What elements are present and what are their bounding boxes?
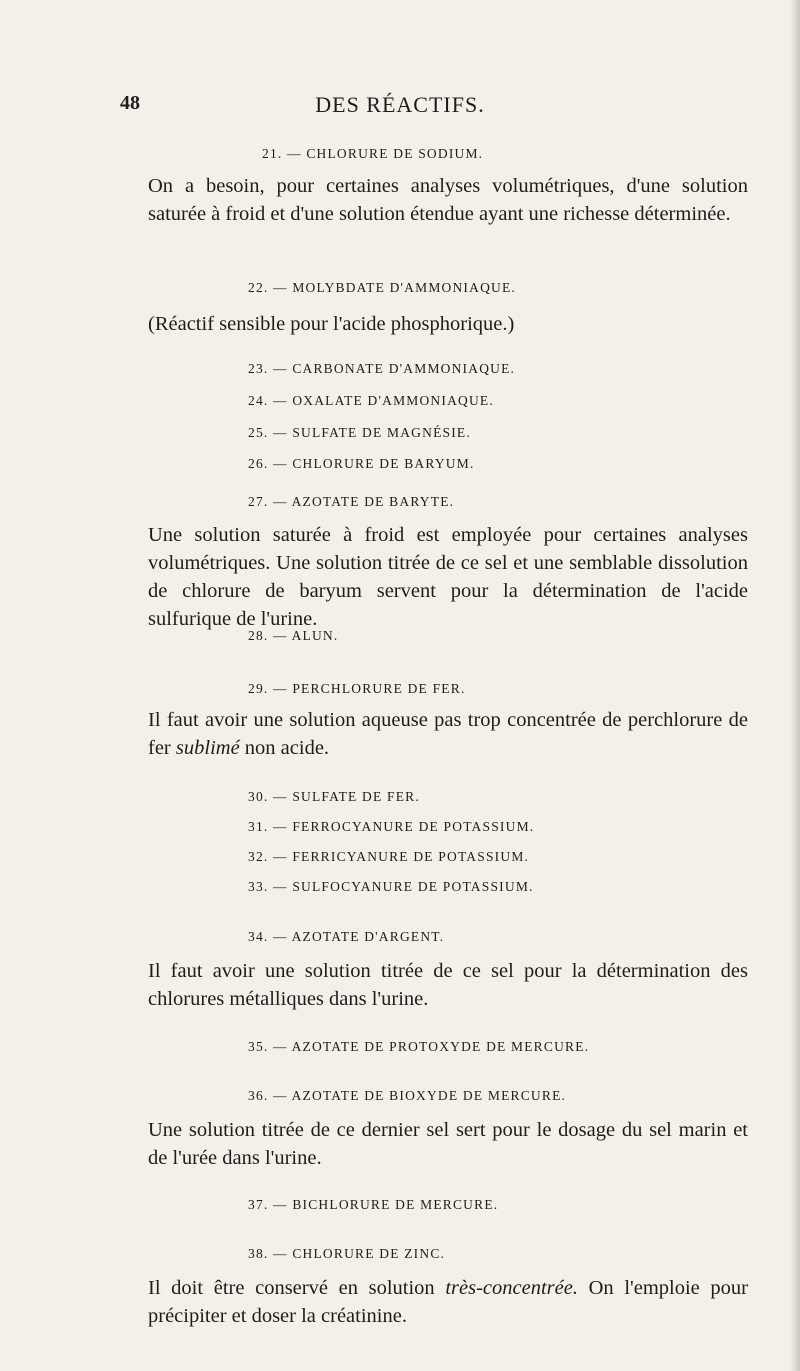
entry-38-text-b: On l'emploie pour précipiter et doser la créatinine.: [148, 1277, 748, 1327]
running-head: [0, 92, 800, 120]
entry-24-heading: 24. — OXALATE D'AMMONIAQUE.: [248, 393, 494, 408]
entry-28-heading: 28. — ALUN.: [248, 628, 339, 643]
header-title: DES RÉACTIFS.: [315, 92, 485, 117]
entry-23-heading: 23. — CARBONATE D'AMMONIAQUE.: [248, 361, 516, 376]
entry-21-heading: 21. — CHLORURE DE SODIUM.: [262, 146, 484, 161]
entry-33-heading: 33. — SULFOCYANURE DE POTASSIUM.: [248, 879, 534, 894]
entry-22-text: (Réactif sensible pour l'acide phosphorique.): [148, 313, 515, 335]
entry-38-text-a: Il doit être conservé en solution: [148, 1277, 446, 1299]
entry-29-heading: 29. — PERCHLORURE DE FER.: [248, 681, 466, 696]
page-number: 48: [120, 92, 140, 114]
entry-34-heading: 34. — AZOTATE D'ARGENT.: [248, 929, 445, 944]
entry-29-text-b: non acide.: [239, 737, 330, 759]
entry-36-text: Une solution titrée de ce dernier sel sert pour le dosage du sel marin et de l'urée dans l'urine.: [148, 1119, 748, 1169]
entry-27-heading: 27. — AZOTATE DE BARYTE.: [248, 494, 455, 509]
entry-21-text: On a besoin, pour certaines analyses volumétriques, d'une solution saturée à froid et d'une solution étendue ayant une richesse déterminée.: [148, 175, 748, 225]
entry-25-heading: 25. — SULFATE DE MAGNÉSIE.: [248, 425, 471, 440]
entry-35-heading: 35. — AZOTATE DE PROTOXYDE DE MERCURE.: [248, 1039, 590, 1054]
entry-27-text: Une solution saturée à froid est employée pour certaines analyses volumétriques. Une solution titrée de ce sel et une semblable dissolution de chlorure de baryum servent pour la détermination de l'acide sulfurique de l'urine.: [148, 524, 748, 630]
entry-29-text: [148, 706, 748, 762]
entry-22-heading: 22. — MOLYBDATE D'AMMONIAQUE.: [248, 280, 516, 295]
entry-38-text: [148, 1274, 748, 1330]
entry-38-heading: 38. — CHLORURE DE ZINC.: [248, 1246, 446, 1261]
entry-31-heading: 31. — FERROCYANURE DE POTASSIUM.: [248, 819, 535, 834]
entry-26-heading: 26. — CHLORURE DE BARYUM.: [248, 456, 475, 471]
entry-29-text-a: Il faut avoir une solution aqueuse pas trop concentrée de perchlorure de fer: [148, 709, 748, 759]
entry-29-text-emphasis: sublimé: [175, 737, 240, 759]
entry-37-heading: 37. — BICHLORURE DE MERCURE.: [248, 1197, 499, 1212]
entry-36-heading: 36. — AZOTATE DE BIOXYDE DE MERCURE.: [248, 1088, 567, 1103]
entry-34-text: Il faut avoir une solution titrée de ce sel pour la détermination des chlorures métalliques dans l'urine.: [148, 960, 748, 1010]
entry-30-heading: 30. — SULFATE DE FER.: [248, 789, 420, 804]
entry-38-text-emphasis: très-concentrée.: [445, 1277, 578, 1299]
page-edge-shadow: [790, 0, 800, 1371]
entry-32-heading: 32. — FERRICYANURE DE POTASSIUM.: [248, 849, 530, 864]
